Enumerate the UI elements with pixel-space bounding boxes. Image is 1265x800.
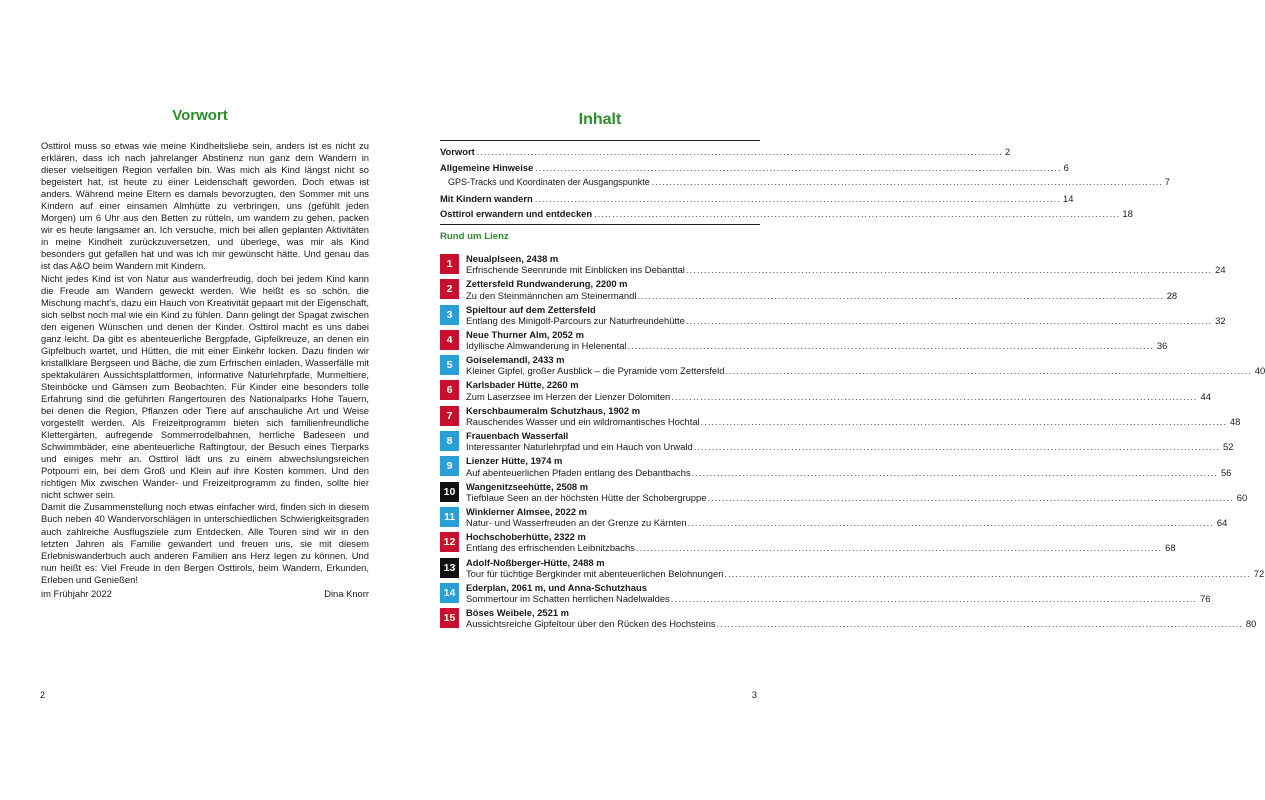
tour-text: [466, 506, 1227, 528]
tour-description: Zu den Steinmännchen am Steinermandl: [466, 289, 637, 301]
leader-dots: [671, 593, 1197, 604]
tour-text: [466, 582, 1210, 604]
tour-title: Ederplan, 2061 m, und Anna-Schutzhaus: [466, 581, 647, 593]
tour-description: Sommertour im Schatten herrlichen Nadelwaldes: [466, 593, 670, 605]
tour-title: Hochschoberhütte, 2322 m: [466, 531, 586, 543]
tour-number-badge: 2: [440, 279, 459, 299]
tour-entry[interactable]: [440, 607, 1257, 632]
leader-dots: [652, 175, 1163, 191]
tour-description-line: [466, 467, 1231, 478]
tour-page: 24: [1215, 264, 1226, 276]
tour-number-badge: 1: [440, 254, 459, 274]
tour-entry[interactable]: [440, 354, 1265, 379]
tour-entry[interactable]: [440, 455, 1232, 480]
leader-dots: [724, 568, 1250, 579]
tour-description: Interessanter Naturlehrpfad und ein Hauch von Urwald: [466, 441, 693, 453]
leader-dots: [701, 416, 1227, 427]
tour-description-line: [466, 391, 1211, 402]
tour-number-badge: 5: [440, 355, 459, 375]
tour-title: Goiselemandl, 2433 m: [466, 354, 565, 366]
tour-title: Zettersfeld Rundwanderung, 2200 m: [466, 278, 628, 290]
tour-description-line: [466, 492, 1247, 503]
divider: [440, 224, 760, 225]
leader-dots: [477, 144, 1003, 160]
section-title: Rund um Lienz: [440, 231, 509, 242]
tour-number-badge: 12: [440, 532, 459, 552]
tour-title: Kerschbaumeralm Schutzhaus, 1902 m: [466, 404, 641, 416]
tour-description-line: [466, 441, 1233, 452]
toc-entry[interactable]: [440, 160, 1069, 176]
tour-page: 32: [1215, 314, 1226, 326]
tour-description: Natur- und Wasserfreuden an der Grenze zu Kärnten: [466, 517, 687, 529]
tour-page: 80: [1245, 618, 1257, 630]
tour-description: Entlang des erfrischenden Leibnitzbachs: [466, 542, 635, 554]
toc-list: [440, 144, 1170, 222]
toc-entry[interactable]: [440, 175, 1170, 191]
toc-entry-page: 2: [1005, 146, 1011, 157]
right-page: [400, 0, 1265, 800]
tour-list: [440, 253, 1265, 632]
tour-page: 72: [1253, 567, 1265, 579]
tour-description: Aussichtsreiche Gipfeltour über den Rücken des Hochsteins: [466, 618, 716, 630]
tour-description-line: [466, 290, 1177, 301]
tour-description-line: [466, 340, 1167, 351]
tour-title: Spieltour auf dem Zettersfeld: [466, 303, 596, 315]
tour-description: Auf abenteuerlichen Pfaden entlang des Debantbachs: [466, 466, 691, 478]
tour-number-badge: 3: [440, 305, 459, 325]
foreword-paragraph: Damit die Zusammenstellung noch etwas einfacher wird, finden sich in diesem Buch neben 40 Wandervorschlägen in unterschiedlichen Schwierigkeitsgraden auch zahlreiche Ausflugsziele zum Entdecken. Alle Touren sind wir in den letzten Jahren als Familie gewandert und freuen uns, sie mit diesem Erlebniswanderbuch auch anderen Familien ans Herz legen zu können. Und nun heißt es: Viel Freude in den Bergen Osttirols, beim Wandern, Erkunden, Erleben und Genießen!: [41, 501, 369, 585]
tour-entry[interactable]: [440, 328, 1168, 354]
foreword-text: [41, 140, 369, 586]
tour-description: Tour für tüchtige Bergkinder mit abenteuerlichen Belohnungen: [466, 567, 724, 579]
tour-number-badge: 11: [440, 507, 459, 527]
tour-page: 64: [1216, 517, 1228, 529]
tour-page: 28: [1166, 289, 1178, 301]
tour-description: Entlang des Minigolf-Parcours zur Naturfreundehütte: [466, 314, 685, 326]
tour-description-line: [466, 618, 1256, 629]
tour-number-badge: 4: [440, 330, 459, 350]
tour-text: [466, 354, 1265, 376]
foreword-paragraph: Nicht jedes Kind ist von Natur aus wanderfreudig, doch bei jedem Kind kann die Freude am Wandern geweckt werden. Wie heißt es so schön, die Mischung macht's, dazu ein Hauch von Kreativität gepaart mit der Eigenschaft, sich selbst noch mal wie ein Kind zu fühlen. Dann gelingt der Spagat zwischen den eigenen Wünschen und denen der Kinder. Osttirol macht es uns dabei ganz leicht. Da gibt es abenteuerliche Bergpfade, Gipfelkreuze, an denen ein Gipfelbuch wartet, und Hütten, die mit einer Einkehr locken. Dazu finden wir kristallklare Bergseen und Bäche, die zum Erfrischen einladen, Wasserfälle mit spektakulären Aussichtsplattformen, informative Naturlehrpfade, Murmeltiere, Steinböcke und Gämsen zum Beobachten. Für Kinder eine besonders tolle Erfahrung sind die geführten Rangertouren des Nationalparks Hohe Tauern, bei denen die Region, Pflanzen oder Tiere auf anschauliche Art und Weise vorgestellt werden. Als Freizeitprogramm bieten sich familienfreundliche Klettergärten, aufregende Sommerrodelbahnen, herrliche Badeseen und Schwimmbäder, eine abenteuerliche Raftingtour, der Besuch eines Tierparks und einiges mehr an. Osttirol lädt uns zu einem abwechslungsreichen Potpourri ein, bei dem Groß und Klein auf ihre Kosten kommen. Und den richtigen Mix zwischen Wander- und Freizeitprogramm zu finden, sollte hier nicht schwer sein.: [41, 272, 369, 501]
tour-title: Winklerner Almsee, 2022 m: [466, 505, 587, 517]
tour-entry[interactable]: [440, 404, 1241, 430]
tour-entry[interactable]: [440, 379, 1211, 404]
tour-number-badge: 8: [440, 431, 459, 451]
tour-text: [466, 329, 1167, 351]
leader-dots: [707, 492, 1233, 503]
signature-line: [41, 588, 369, 599]
leader-dots: [637, 290, 1163, 301]
tour-description-line: [466, 264, 1226, 275]
tour-title: Adolf-Noßberger-Hütte, 2488 m: [466, 556, 605, 568]
tour-title: Wangenitzseehütte, 2508 m: [466, 480, 589, 492]
tour-text: [466, 253, 1226, 275]
tour-text: [466, 430, 1233, 452]
tour-number-badge: 15: [440, 608, 459, 628]
toc-entry[interactable]: [440, 191, 1074, 207]
tour-description-line: [466, 568, 1264, 579]
tour-entry[interactable]: [440, 556, 1265, 582]
toc-entry-page: 18: [1122, 208, 1133, 219]
tour-number-badge: 13: [440, 558, 459, 578]
tour-page: 60: [1236, 491, 1248, 503]
tour-title: Böses Weibele, 2521 m: [466, 607, 570, 619]
tour-title: Neualplseen, 2438 m: [466, 253, 559, 264]
tour-title: Frauenbach Wasserfall: [466, 430, 569, 442]
tour-entry[interactable]: [440, 505, 1228, 531]
tour-text: [466, 531, 1176, 553]
toc-entry-page: 6: [1063, 161, 1069, 173]
leader-dots: [636, 542, 1162, 553]
foreword-author: Dina Knorr: [324, 588, 369, 599]
tour-description: Tiefblaue Seen an der höchsten Hütte der Schobergruppe: [466, 491, 707, 503]
tour-description: Idyllische Almwanderung in Helenental: [466, 340, 627, 352]
foreword-paragraph: Osttirol muss so etwas wie meine Kindheitsliebe sein, anders ist es nicht zu erklären, dass ich nach jahrelanger Abstinenz nun ganz dem Wandern in dieser vielseitigen Region verfallen bin. Was mich als Kind längst nicht so begeistert hat, ist heute zu einer Leidenschaft geworden. Doch etwas ist anders. Während meine Eltern es damals bevorzugten, den Sommer mit uns Kindern auf einer einsamen Almhütte zu verbringen, uns (gefühlt jeden Morgen) um 6 Uhr aus den Betten zu rütteln, um wandern zu gehen, packen wir es heute langsamer an. Ich versuche, mich bei allen geplanten Aktivitäten in meine Kindheit zurückzuversetzen, und überlege, was mir als Kind besonders gut gefallen hat und was ich mir gewünscht hätte. Und genau das ist das A&O beim Wandern mit Kindern.: [41, 140, 369, 272]
tour-description: Rauschendes Wasser und ein wildromantisches Hochtal: [466, 415, 700, 427]
tour-text: [466, 607, 1256, 629]
tour-title: Neue Thurner Alm, 2052 m: [466, 328, 584, 340]
foreword-heading: Vorwort: [172, 107, 228, 124]
tour-text: [466, 455, 1231, 477]
leader-dots: [594, 206, 1120, 222]
toc-entry[interactable]: [440, 206, 1133, 222]
tour-description: Erfrischende Seenrunde mit Einblicken ins Debanttal: [466, 264, 685, 276]
toc-entry-title: Allgemeine Hinweise: [440, 161, 534, 173]
tour-page: 68: [1165, 542, 1176, 554]
tour-description-line: [466, 542, 1176, 553]
toc-entry-page: 7: [1164, 177, 1170, 187]
tour-page: 44: [1200, 390, 1211, 402]
leader-dots: [694, 441, 1220, 452]
page-number-left: 2: [40, 690, 46, 700]
tour-text: [466, 379, 1211, 401]
tour-number-badge: 14: [440, 583, 459, 603]
leader-dots: [686, 264, 1212, 275]
toc-entry-title: Osttirol erwandern und entdecken: [440, 208, 593, 219]
tour-page: 40: [1254, 365, 1265, 377]
leader-dots: [535, 160, 1061, 176]
tour-entry[interactable]: [440, 430, 1234, 455]
tour-description: Zum Laserzsee im Herzen der Lienzer Dolomiten: [466, 390, 671, 402]
tour-title: Lienzer Hütte, 1974 m: [466, 455, 563, 467]
leader-dots: [628, 340, 1154, 351]
tour-entry[interactable]: [440, 253, 1226, 278]
leader-dots: [717, 618, 1243, 629]
toc-entry[interactable]: [440, 144, 1011, 160]
leader-dots: [686, 315, 1212, 326]
tour-number-badge: 9: [440, 456, 459, 476]
tour-number-badge: 6: [440, 380, 459, 400]
tour-text: [466, 481, 1247, 503]
leader-dots: [688, 517, 1214, 528]
toc-entry-page: 14: [1063, 192, 1074, 204]
tour-entry[interactable]: [440, 480, 1248, 506]
tour-page: 36: [1156, 340, 1168, 352]
tour-number-badge: 7: [440, 406, 459, 426]
leader-dots: [671, 391, 1197, 402]
left-page: [0, 0, 400, 800]
toc-entry-title: Mit Kindern wandern: [440, 192, 533, 204]
leader-dots: [725, 365, 1251, 376]
tour-number-badge: 10: [440, 482, 459, 502]
tour-text: [466, 278, 1177, 300]
tour-entry[interactable]: [440, 278, 1178, 303]
tour-page: 48: [1229, 415, 1241, 427]
tour-description: Kleiner Gipfel, großer Ausblick – die Pyramide vom Zettersfeld: [466, 365, 725, 377]
toc-entry-title: GPS-Tracks und Koordinaten der Ausgangspunkte: [448, 177, 650, 187]
leader-dots: [692, 467, 1218, 478]
tour-description-line: [466, 593, 1210, 604]
tour-description-line: [466, 315, 1226, 326]
tour-entry[interactable]: [440, 303, 1226, 329]
tour-description-line: [466, 416, 1240, 427]
divider: [440, 140, 760, 141]
leader-dots: [535, 191, 1061, 207]
tour-page: 76: [1200, 593, 1211, 605]
tour-text: [466, 557, 1264, 579]
tour-entry[interactable]: [440, 581, 1211, 607]
contents-heading: Inhalt: [578, 111, 622, 128]
tour-page: 52: [1223, 441, 1234, 453]
tour-text: [466, 304, 1226, 326]
foreword-date: im Frühjahr 2022: [41, 588, 112, 599]
tour-page: 56: [1220, 466, 1232, 478]
tour-title: Karlsbader Hütte, 2260 m: [466, 379, 579, 391]
tour-entry[interactable]: [440, 531, 1176, 556]
tour-description-line: [466, 517, 1227, 528]
page-number-right: 3: [752, 690, 758, 700]
tour-description-line: [466, 365, 1265, 376]
toc-entry-title: Vorwort: [440, 146, 475, 157]
tour-text: [466, 405, 1240, 427]
